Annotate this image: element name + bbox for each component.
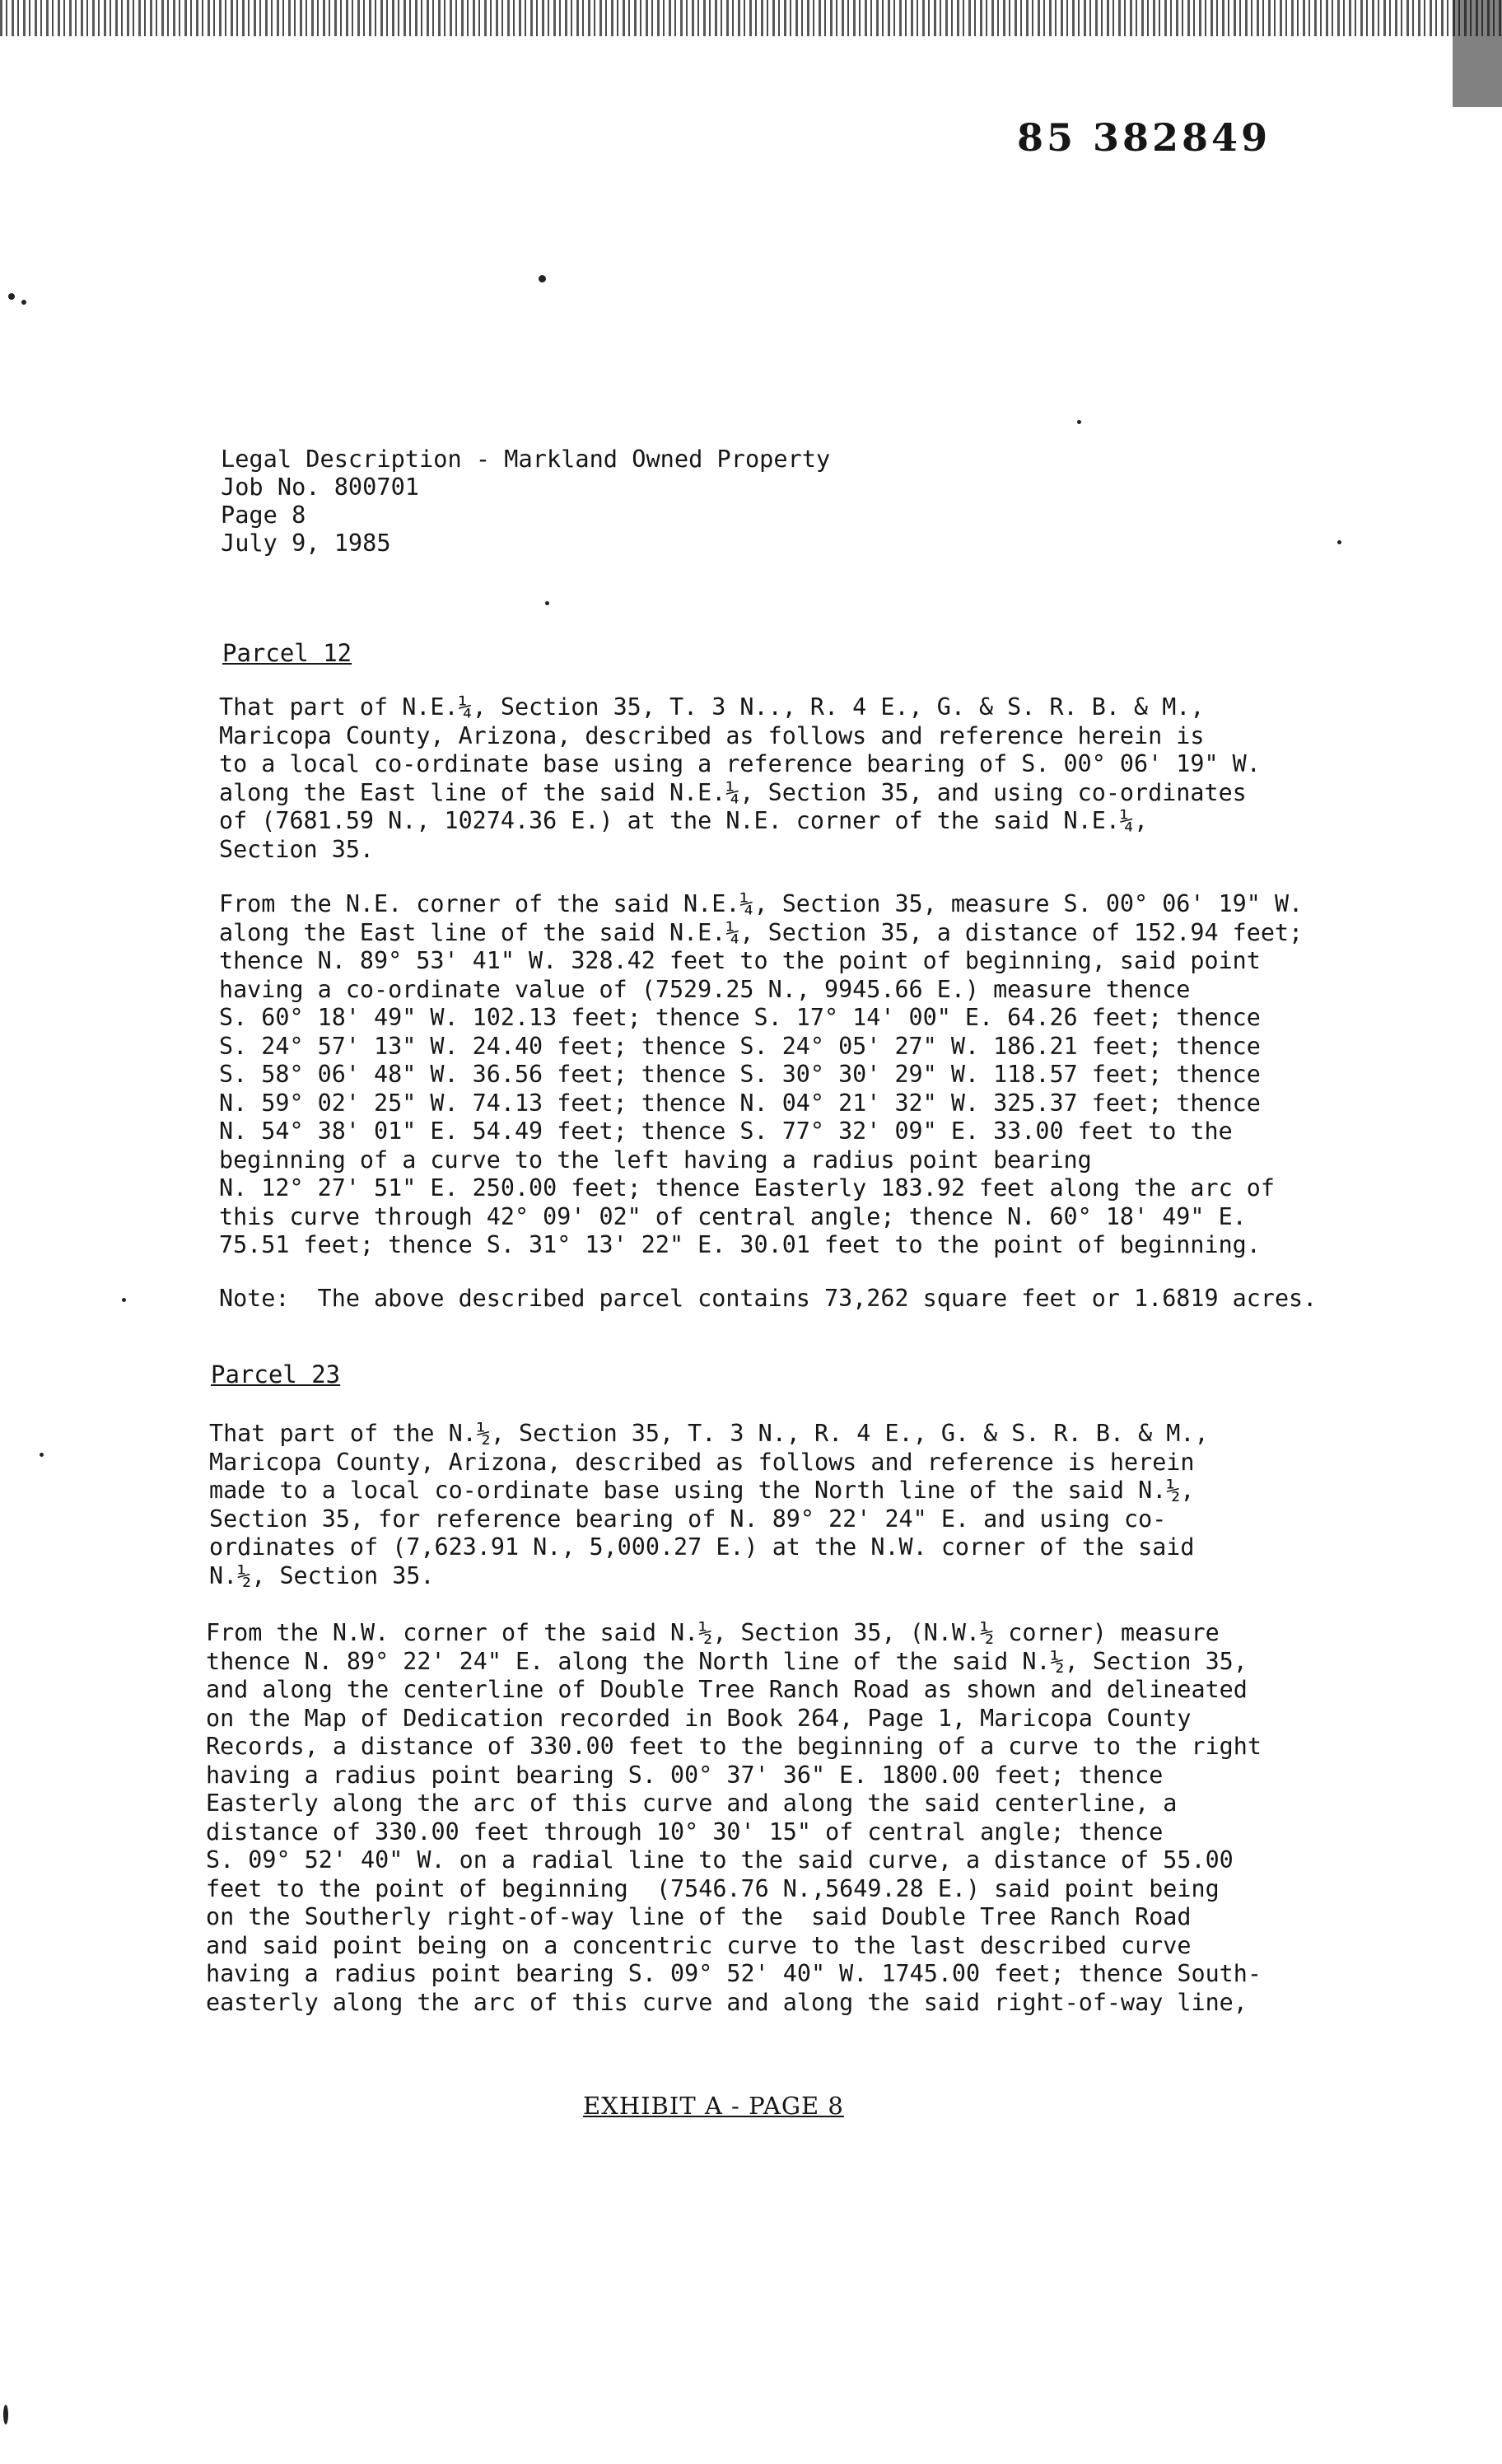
scan-speck xyxy=(1337,540,1341,544)
text-line: thence N. 89° 53' 41" W. 328.42 feet to the point of beginning, said point xyxy=(219,947,1261,974)
text-line: thence N. 89° 22' 24" E. along the North line of the said N.½, Section 35, xyxy=(206,1647,1248,1675)
text-line: made to a local co-ordinate base using the North line of the said N.½, xyxy=(209,1477,1195,1504)
text-line: S. 60° 18' 49" W. 102.13 feet; thence S. 17° 14' 00" E. 64.26 feet; thence xyxy=(219,1004,1261,1031)
text-line: Maricopa County, Arizona, described as follows and reference is herein xyxy=(209,1448,1195,1476)
text-line: Easterly along the arc of this curve and along the said centerline, a xyxy=(206,1790,1178,1817)
text-line: S. 09° 52' 40" W. on a radial line to the said curve, a distance of 55.00 xyxy=(206,1846,1234,1874)
text-line: on the Southerly right-of-way line of the said Double Tree Ranch Road xyxy=(206,1903,1192,1930)
exhibit-footer: EXHIBIT A - PAGE 8 xyxy=(583,2092,844,2120)
header-job-number: Job No. 800701 xyxy=(221,473,420,501)
text-line: and said point being on a concentric curve to the last described curve xyxy=(206,1931,1192,1959)
parcel-12-note xyxy=(219,1285,1317,1314)
text-line: easterly along the arc of this curve and along the said right-of-way line, xyxy=(206,1988,1248,2016)
scan-speck xyxy=(8,293,15,300)
text-line: having a radius point bearing S. 00° 37' 36" E. 1800.00 feet; thence xyxy=(206,1761,1164,1789)
scan-speck xyxy=(21,300,26,305)
parcel-23-intro xyxy=(209,1420,1209,1590)
header-page: Page 8 xyxy=(221,501,306,529)
text-line: N. 59° 02' 25" W. 74.13 feet; thence N. 04° 21' 32" W. 325.37 feet; thence xyxy=(219,1089,1261,1117)
parcel-12-description xyxy=(219,890,1303,1260)
header-title: Legal Description - Markland Owned Property xyxy=(221,445,831,473)
scan-speck xyxy=(1077,420,1081,424)
text-line: S. 58° 06' 48" W. 36.56 feet; thence S. 30° 30' 29" W. 118.57 feet; thence xyxy=(219,1061,1261,1088)
scan-speck xyxy=(545,601,549,605)
header-date: July 9, 1985 xyxy=(221,529,391,557)
text-line: Section 35, for reference bearing of N. 89° 22' 24" E. and using co- xyxy=(209,1505,1167,1533)
text-line: ordinates of (7,623.91 N., 5,000.27 E.) at the N.W. corner of the said xyxy=(209,1533,1195,1561)
text-line: Maricopa County, Arizona, described as follows and reference herein is xyxy=(219,721,1205,749)
text-line: From the N.W. corner of the said N.½, Section 35, (N.W.½ corner) measure xyxy=(206,1619,1220,1646)
text-line: this curve through 42° 09' 02" of central angle; thence N. 60° 18' 49" E. xyxy=(219,1202,1247,1230)
text-line: of (7681.59 N., 10274.36 E.) at the N.E. corner of the said N.E.¼, xyxy=(219,807,1149,834)
scan-speck xyxy=(40,1453,44,1457)
text-line: having a co-ordinate value of (7529.25 N., 9945.66 E.) measure thence xyxy=(219,975,1191,1003)
text-line: N. 54° 38' 01" E. 54.49 feet; thence S. 77° 32' 09" E. 33.00 feet to the xyxy=(219,1118,1233,1145)
document-number: 85 382849 xyxy=(1017,115,1271,160)
text-line: beginning of a curve to the left having a radius point bearing xyxy=(219,1146,1092,1174)
text-line: having a radius point bearing S. 09° 52' 40" W. 1745.00 feet; thence South- xyxy=(206,1960,1262,1987)
text-line: feet to the point of beginning (7546.76 N.,5649.28 E.) said point being xyxy=(206,1874,1220,1902)
text-line: and along the centerline of Double Tree Ranch Road as shown and delineated xyxy=(206,1676,1248,1703)
scan-edge-noise xyxy=(0,0,1502,36)
text-line: S. 24° 57' 13" W. 24.40 feet; thence S. 24° 05' 27" W. 186.21 feet; thence xyxy=(219,1032,1261,1060)
text-line: N. 12° 27' 51" E. 250.00 feet; thence Easterly 183.92 feet along the arc of xyxy=(219,1174,1275,1202)
parcel-23-description xyxy=(206,1619,1262,2017)
text-line: along the East line of the said N.E.¼, Section 35, a distance of 152.94 feet; xyxy=(219,918,1304,946)
text-line: on the Map of Dedication recorded in Book 264, Page 1, Maricopa County xyxy=(206,1704,1192,1732)
area-note: Note: The above described parcel contains 73,262 square feet or 1.6819 acres. xyxy=(219,1285,1318,1312)
parcel-23-heading: Parcel 23 xyxy=(211,1360,341,1388)
text-line: That part of N.E.¼, Section 35, T. 3 N.., R. 4 E., G. & S. R. B. & M., xyxy=(219,693,1205,721)
text-line: distance of 330.00 feet through 10° 30' 15" of central angle; thence xyxy=(206,1818,1164,1846)
text-line: 75.51 feet; thence S. 31° 13' 22" E. 30.01 feet to the point of beginning. xyxy=(219,1231,1261,1258)
text-line: Records, a distance of 330.00 feet to the beginning of a curve to the right xyxy=(206,1733,1262,1760)
parcel-12-intro xyxy=(219,693,1261,864)
scan-speck xyxy=(539,275,546,282)
scan-speck xyxy=(122,1298,126,1302)
scan-corner-shadow xyxy=(1453,0,1502,107)
text-line: From the N.E. corner of the said N.E.¼, Section 35, measure S. 00° 06' 19" W. xyxy=(219,890,1304,917)
text-line: That part of the N.½, Section 35, T. 3 N., R. 4 E., G. & S. R. B. & M., xyxy=(209,1420,1209,1447)
text-line: N.½, Section 35. xyxy=(209,1561,435,1589)
text-line: along the East line of the said N.E.¼, Section 35, and using co-ordinates xyxy=(219,778,1247,806)
parcel-12-heading: Parcel 12 xyxy=(222,639,352,667)
text-line: to a local co-ordinate base using a reference bearing of S. 00° 06' 19" W. xyxy=(219,750,1261,777)
text-line: Section 35. xyxy=(219,835,375,863)
scan-speck xyxy=(3,2405,8,2424)
